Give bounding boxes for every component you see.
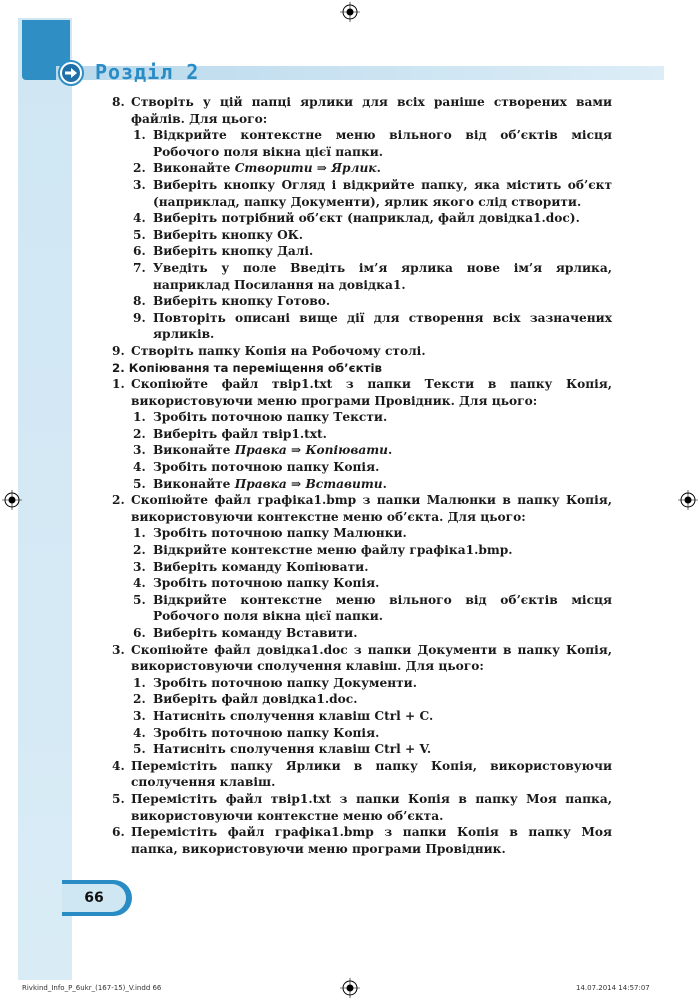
list-item: 3. Скопіюйте файл довідка1.doc з папки Документи в папку Копія, використовуючи сполучення клавіш. Для цього:	[112, 642, 613, 674]
registration-mark-icon	[340, 2, 360, 22]
list-step: 3. Виконайте Правка ⇒ Копіювати.	[133, 443, 393, 458]
page-content	[112, 94, 612, 857]
list-step: 1. Відкрийте контекстне меню вільного від об’єктів місця Робочого поля вікна цієї папки.	[133, 128, 612, 159]
list-step: 9. Повторіть описані вище дії для створення всіх зазначених ярликів.	[133, 310, 612, 342]
list-step: 5. Натисніть сполучення клавіш Ctrl + V.	[133, 742, 432, 757]
list-step: 5. Відкрийте контекстне меню вільного від об’єктів місця Робочого поля вікна цієї папки.	[133, 592, 612, 624]
list-step: 8. Виберіть кнопку Готово.	[133, 294, 331, 309]
list-step: 5. Виконайте Правка ⇒ Вставити.	[133, 476, 387, 491]
list-item: 1. Скопіюйте файл твір1.txt з папки Тексти в папку Копія, використовуючи меню програми Провідник. Для цього:	[112, 377, 613, 408]
list-step: 6. Виберіть кнопку Далі.	[133, 244, 314, 259]
list-step: 4. Виберіть потрібний об’єкт (наприклад, файл довідка1.doc).	[133, 211, 580, 226]
page-number: 66	[62, 884, 126, 912]
registration-mark-icon	[678, 490, 698, 510]
list-item: 6. Перемістіть файл графіка1.bmp з папки Копія в папку Моя папка, використовуючи меню програми Провідник.	[112, 825, 612, 856]
section-title: Розділ 2	[95, 60, 200, 84]
list-item: 2. Скопіюйте файл графіка1.bmp з папки Малюнки в папку Копія, використовуючи контекстне меню об’єкта. Для цього:	[112, 493, 612, 524]
side-band	[18, 18, 72, 980]
list-step: 1. Зробіть поточною папку Документи.	[133, 675, 417, 690]
footer-datetime: 14.07.2014 14:57:07	[576, 984, 650, 992]
list-step: 3. Виберіть кнопку Огляд і відкрийте папку, яка містить об’єкт (наприклад, папку Документи), ярлик якого слід створити.	[133, 177, 612, 209]
list-step: 4. Зробіть поточною папку Копія.	[133, 576, 380, 591]
registration-mark-icon	[340, 978, 360, 998]
registration-mark-icon	[2, 490, 22, 510]
list-step: 2. Виконайте Створити ⇒ Ярлик.	[133, 161, 381, 176]
list-step: 2. Виберіть файл твір1.txt.	[133, 426, 327, 441]
list-step: 1. Зробіть поточною папку Тексти.	[133, 410, 388, 425]
list-step: 4. Зробіть поточною папку Копія.	[133, 460, 380, 475]
list-step: 2. Відкрийте контекстне меню файлу графіка1.bmp.	[133, 543, 513, 558]
list-step: 3. Виберіть команду Копіювати.	[133, 559, 369, 574]
list-step: 7. Уведіть у поле Введіть ім’я ярлика нове ім’я ярлика, наприклад Посилання на довідка1.	[133, 260, 612, 292]
list-step: 5. Виберіть кнопку ОК.	[133, 227, 304, 242]
list-step: 3. Натисніть сполучення клавіш Ctrl + C.	[133, 708, 434, 723]
section-arrow-icon	[58, 60, 84, 86]
footer-file: Rivkind_Info_P_6ukr_(167-15)_V.indd 66	[22, 984, 162, 992]
list-step: 4. Зробіть поточною папку Копія.	[133, 725, 380, 740]
list-item: 9. Створіть папку Копія на Робочому столі.	[112, 343, 426, 358]
list-item: 4. Перемістіть папку Ярлики в папку Копія, використовуючи сполучення клавіш.	[112, 758, 612, 790]
subsection-heading: 2. Копіювання та переміщення об’єктів	[112, 360, 382, 375]
list-step: 2. Виберіть файл довідка1.doc.	[133, 692, 358, 707]
list-item: 8. Створіть у цій папці ярлики для всіх раніше створених вами файлів. Для цього:	[112, 95, 612, 126]
list-item: 5. Перемістіть файл твір1.txt з папки Копія в папку Моя папка, використовуючи контекстне меню об’єкта.	[112, 791, 612, 823]
list-step: 1. Зробіть поточною папку Малюнки.	[133, 526, 407, 541]
list-step: 6. Виберіть команду Вставити.	[133, 626, 358, 640]
